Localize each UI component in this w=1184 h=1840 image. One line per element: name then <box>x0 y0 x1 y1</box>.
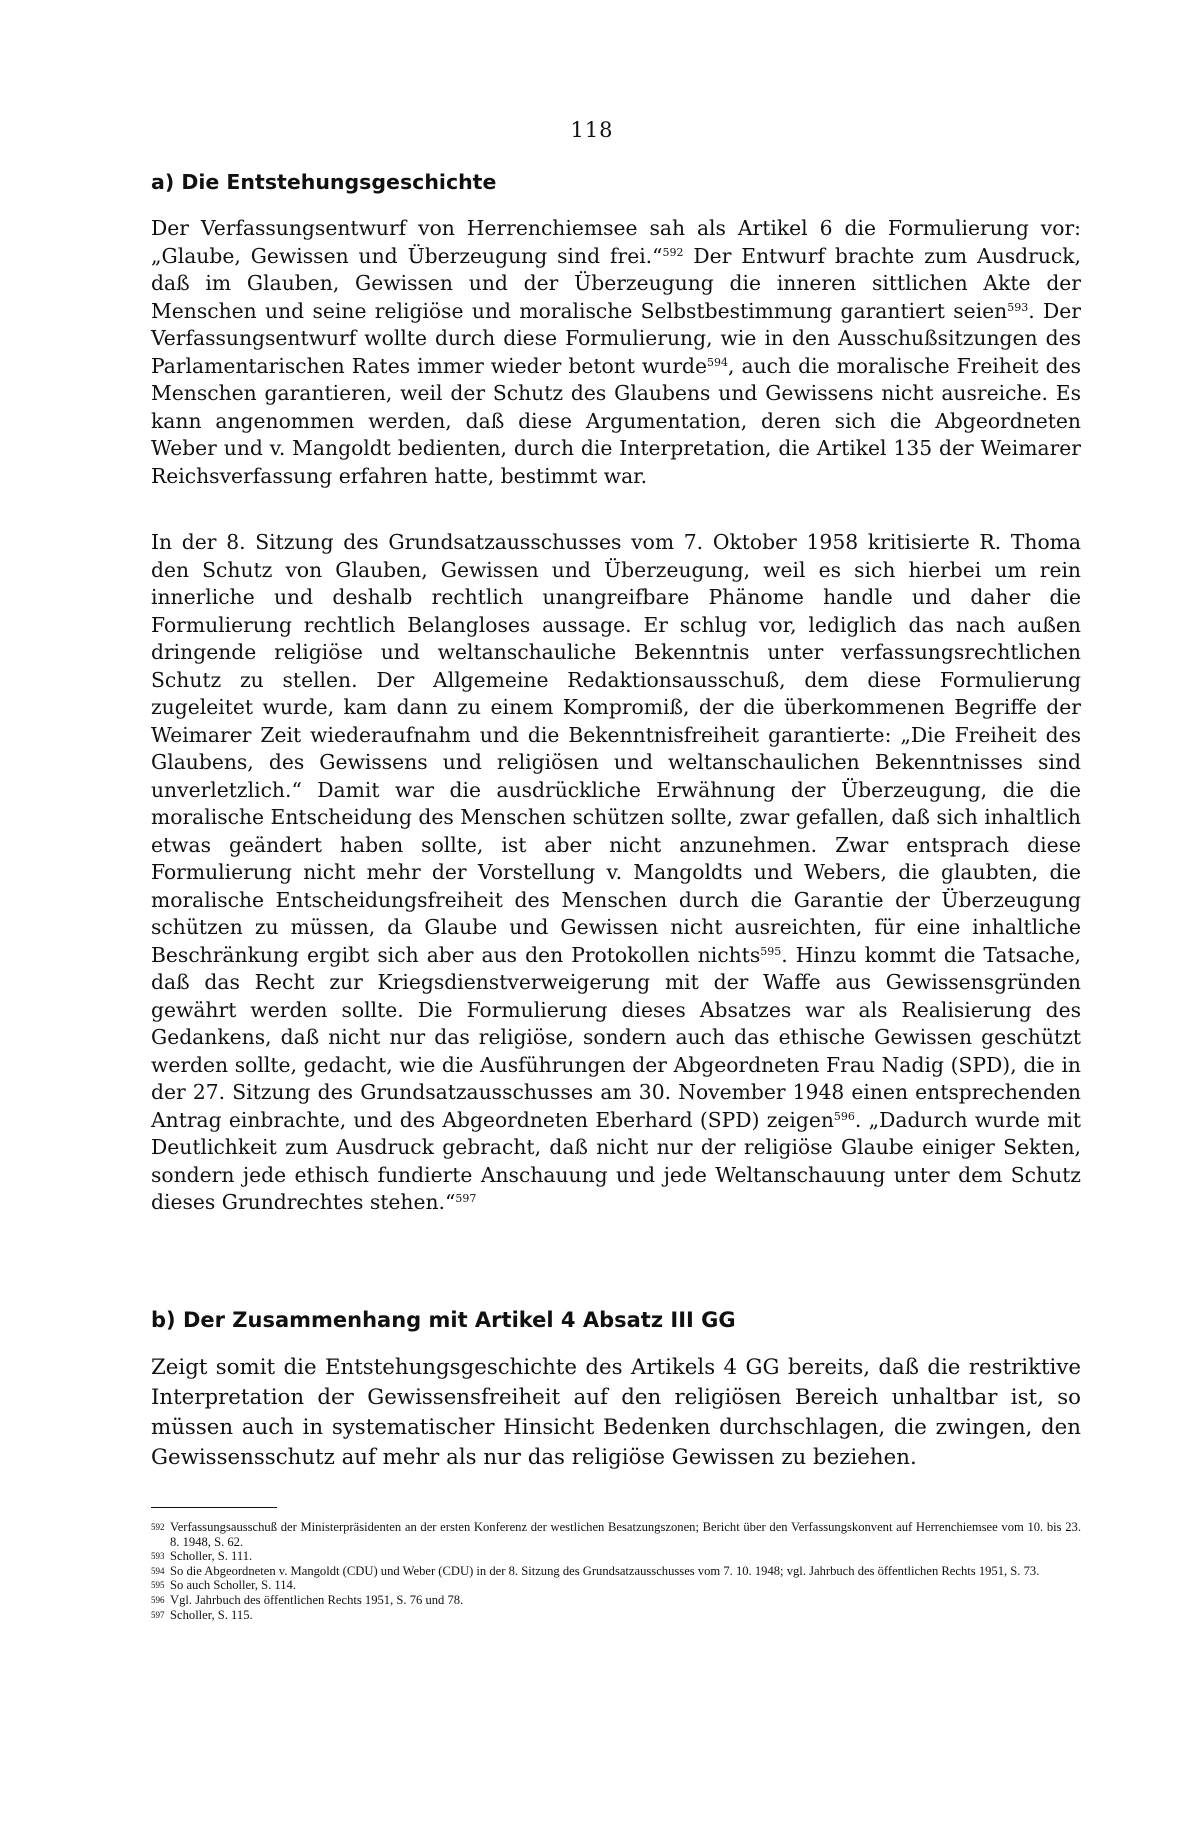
footnote-number: 596 <box>151 1594 165 1605</box>
section-a-paragraph-2 <box>151 529 1081 1217</box>
footnote-reference: 596 <box>833 1109 855 1123</box>
footnote-number: 592 <box>151 1522 165 1532</box>
footnote-number: 593 <box>151 1551 165 1562</box>
footnote-number: 595 <box>151 1580 165 1591</box>
footnote-text: Verfassungsausschuß der Ministerpräsidenten an der ersten Konferenz der westlichen Besatzungszonen; Bericht über den Verfassungskonvent auf Herrenchiemsee vom 10. bis 23. 8. 1948, S. 62. <box>170 1520 1081 1549</box>
footnote-reference: 595 <box>760 944 782 958</box>
section-b-paragraph: Zeigt somit die Entstehungsgeschichte des Artikels 4 GG bereits, daß die restriktive Interpretation der Gewissensfreiheit auf den religiösen Bereich unhaltbar ist, so müssen auch in systematischer Hinsicht Bedenken durchschlagen, die zwingen, den Gewissensschutz auf mehr als nur das religiöse Gewissen zu beziehen. <box>151 1355 1081 1470</box>
text-run: , auch die moralische Freiheit des Menschen garantieren, weil der Schutz des Glaubens und Gewissens nicht ausreiche. Es kann angenommen werden, daß diese Argumentation, deren sich die Abgeordneten Weber und v. Mangoldt bedienten, durch die Interpretation, die Artikel 135 der Weimarer Reichsverfassung erfahren hatte, bestimmt war. <box>151 353 1081 488</box>
footnote-text: So die Abgeordneten v. Mangoldt (CDU) und Weber (CDU) in der 8. Sitzung des Grundsatzausschusses vom 7. 10. 1948; vgl. Jahrbuch des öffentlichen Rechts 1951, S. 73. <box>170 1563 1040 1578</box>
footnote-reference: 594 <box>707 355 729 369</box>
footnote <box>151 1564 1081 1579</box>
footnote-separator <box>151 1507 277 1508</box>
section-b-heading: b) Der Zusammenhang mit Artikel 4 Absatz III GG <box>151 1308 736 1332</box>
footnote-reference: 593 <box>1007 300 1029 314</box>
footnote <box>151 1549 1081 1564</box>
text-run: Der Verfassungsentwurf von Herrenchiemsee sah als Artikel 6 die Formulierung vor: „Glaube, Gewissen und Überzeugung sind frei.“ <box>151 216 1081 268</box>
text-run: . Hinzu kommt die Tatsache, daß das Recht zur Kriegsdienstverweigerung mit der Waffe aus Gewissensgründen gewährt werden sollte. Die Formulierung dieses Absatzes war als Realisierung des Gedankens, daß nicht nur das religiöse, sondern auch das ethische Gewissen geschützt werden sollte, gedacht, wie die Ausführungen der Abgeordneten Frau Nadig (SPD), die in der 27. Sitzung des Grundsatzausschusses am 30. November 1948 einen entsprechenden Antrag einbrachte, und des Abgeordneten Eberhard (SPD) zeigen <box>151 942 1081 1132</box>
section-a-paragraph-1 <box>151 215 1081 490</box>
footnote <box>151 1520 1081 1549</box>
footnote <box>151 1608 1081 1623</box>
text-run: Der Entwurf brachte zum Ausdruck, daß im Glauben, Gewissen und der Überzeugung die inneren sittlichen Akte der Menschen und seine religiöse und moralische Selbstbestimmung garantiert seien <box>151 243 1081 323</box>
text-run: In der 8. Sitzung des Grundsatzausschusses vom 7. Oktober 1958 kritisierte R. Thoma den Schutz von Glauben, Gewissen und Überzeugung, weil es sich hierbei um rein innerliche und deshalb rechtlich unangreifbare Phänome handle und daher die Formulierung rechtlich Belangloses aussage. Er schlug vor, lediglich das nach außen dringende religiöse und weltanschauliche Bekenntnis unter verfassungsrechtlichen Schutz zu stellen. Der Allgemeine Redaktionsausschuß, dem diese Formulierung zugeleitet wurde, kam dann zu einem Kompromiß, der die überkommenen Begriffe der Weimarer Zeit wiederaufnahm und die Bekenntnisfreiheit garantierte: „Die Freiheit des Glaubens, des Gewissens und religiösen und weltanschaulichen Bekenntnisses sind unverletzlich.“ Damit war die ausdrückliche Erwähnung der Überzeugung, die die moralische Entscheidung des Menschen schützen sollte, zwar gefallen, daß sich inhaltlich etwas geändert haben sollte, ist aber nicht anzunehmen. Zwar entsprach diese Formulierung nicht mehr der Vorstellung v. Mangoldts und Webers, die glaubten, die moralische Entscheidungsfreiheit des Menschen durch die Garantie der Überzeugung schützen zu müssen, da Glaube und Gewissen nicht ausreichten, für eine inhaltliche Beschränkung ergibt sich aber aus den Protokollen nichts <box>151 530 1081 967</box>
footnote-number: 594 <box>151 1565 165 1576</box>
footnote-number: 597 <box>151 1609 165 1620</box>
footnote-text: Scholler, S. 115. <box>170 1607 253 1622</box>
footnote <box>151 1578 1081 1593</box>
footnote-text: Scholler, S. 111. <box>170 1549 253 1564</box>
footnote-text: Vgl. Jahrbuch des öffentlichen Rechts 1951, S. 76 und 78. <box>170 1592 464 1607</box>
text-run: . „Dadurch wurde mit Deutlichkeit zum Ausdruck gebracht, daß nicht nur der religiöse Glaube einiger Sekten, sondern jede ethisch fundierte Anschauung und jede Weltanschauung unter dem Schutz dieses Grundrechtes stehen.“ <box>151 1107 1082 1214</box>
section-a-heading: a) Die Entstehungsgeschichte <box>151 170 497 194</box>
text-run: . Der Verfassungsentwurf wollte durch diese Formulierung, wie in den Ausschußsitzungen des Parlamentarischen Rates immer wieder betont wurde <box>151 298 1081 378</box>
footnote-reference: 597 <box>455 1192 477 1205</box>
page-number: 118 <box>570 118 614 142</box>
footnote <box>151 1593 1081 1608</box>
footnote-text: So auch Scholler, S. 114. <box>170 1578 297 1593</box>
footnotes-list <box>151 1520 1081 1622</box>
footnote-reference: 592 <box>662 245 684 259</box>
